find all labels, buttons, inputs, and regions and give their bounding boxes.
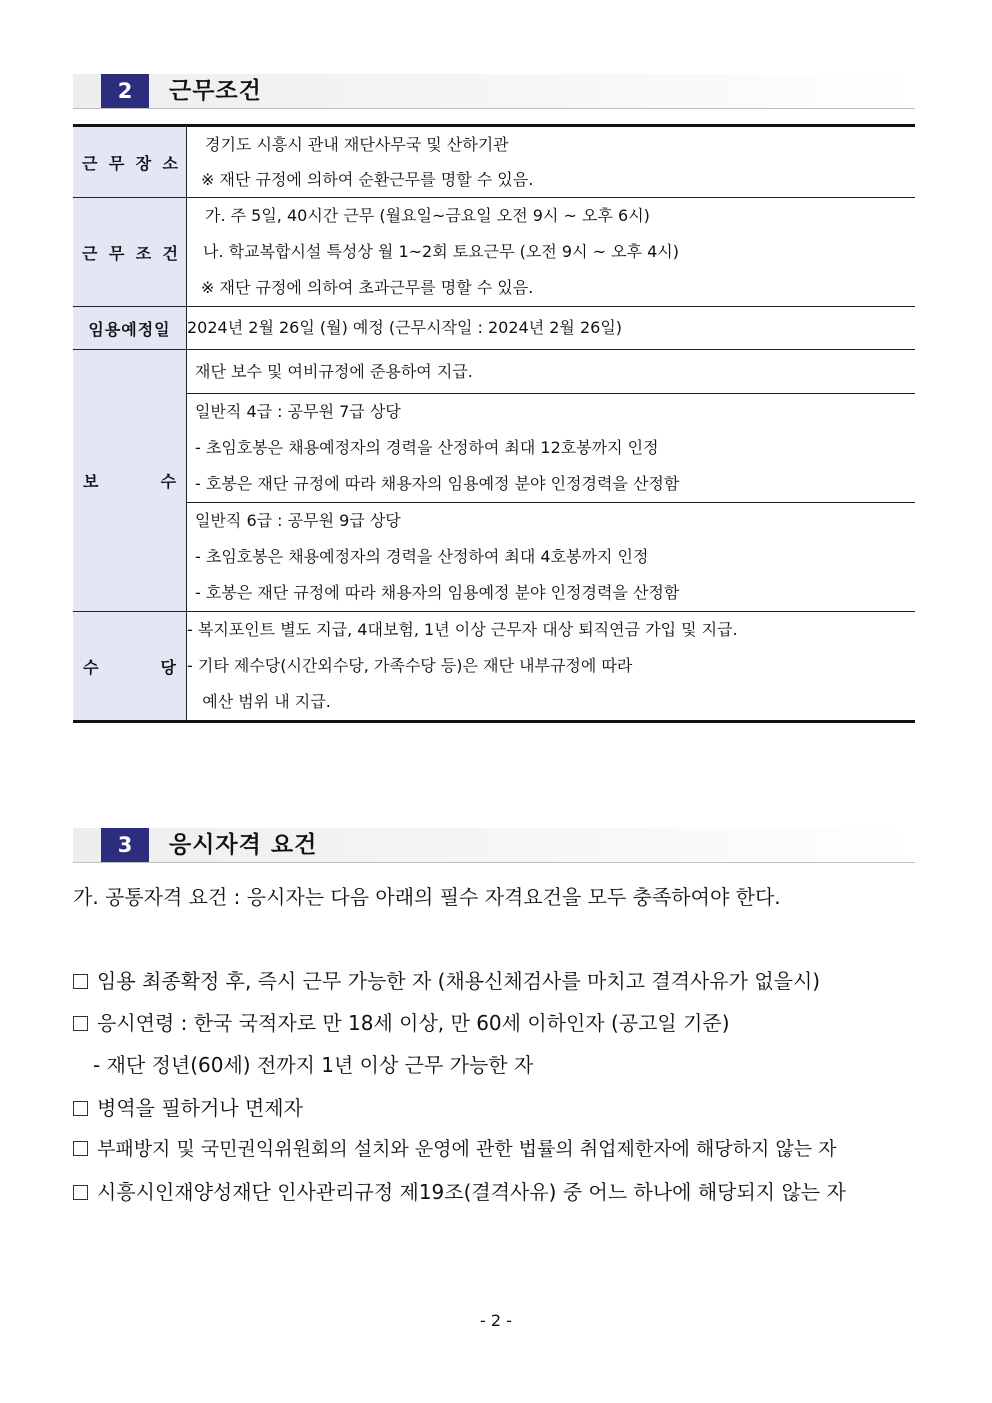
value-work-conditions <box>187 198 916 307</box>
salary-block-grade6: 일반직 6급 : 공무원 9급 상당 - 초임호봉은 채용예정자의 경력을 산정하여 최대 4호봉까지 인정 - 호봉은 재단 규정에 따라 채용자의 임용예정 분야 인정경력을 산정함 <box>195 511 680 602</box>
label-allowance: 수 당 <box>73 612 187 722</box>
label-salary: 보 수 <box>73 350 187 612</box>
section-3-number: 3 <box>101 828 149 862</box>
saturday-work-line: 나. 학교복합시설 특성상 월 1~2회 토요근무 (오전 9시 ~ 오후 4시) <box>203 242 679 261</box>
appointment-date-line: 2024년 2월 26일 (월) 예정 (근무시작일 : 2024년 2월 26일) <box>187 318 623 337</box>
checkbox-icon <box>73 974 88 989</box>
value-allowance <box>187 612 916 722</box>
qualification-item-3: 병역을 필하거나 면제자 <box>73 1092 303 1121</box>
allowance-line-1: - 복지포인트 별도 지급, 4대보험, 1년 이상 근무자 대상 퇴직연금 가입 및 지급. <box>187 620 738 639</box>
table-row-workplace <box>73 126 915 198</box>
label-workplace: 근 무 장 소 <box>73 126 187 198</box>
table-row-work-conditions <box>73 198 915 307</box>
allowance-line-3: 예산 범위 내 지급. <box>187 692 331 711</box>
qualification-intro: 가. 공통자격 요건 : 응시자는 다음 아래의 필수 자격요건을 모두 충족하여야 한다. <box>73 885 781 909</box>
label-work-conditions: 근 무 조 건 <box>73 198 187 307</box>
qualification-item-2-sub: - 재단 정년(60세) 전까지 1년 이상 근무 가능한 자 <box>93 1053 534 1077</box>
work-conditions-table <box>73 124 915 723</box>
table-row-allowance <box>73 612 915 722</box>
salary-block-grade4: 일반직 4급 : 공무원 7급 상당 - 초임호봉은 채용예정자의 경력을 산정하여 최대 12호봉까지 인정 - 호봉은 재단 규정에 따라 채용자의 임용예정 분야 인정경력을 산정함 <box>187 394 915 503</box>
value-salary <box>187 350 916 612</box>
page-number: - 2 - <box>480 1311 512 1330</box>
table-row-appointment-date <box>73 307 915 350</box>
label-appointment-date: 임용예정일 <box>73 307 187 350</box>
allowance-line-2: - 기타 제수당(시간외수당, 가족수당 등)은 재단 내부규정에 따라 <box>187 656 633 675</box>
checkbox-icon <box>73 1016 88 1031</box>
qualification-item-1: 임용 최종확정 후, 즉시 근무 가능한 자 (채용신체검사를 마치고 결격사유가 없을시) <box>73 965 820 994</box>
overtime-note: ※ 재단 규정에 의하여 초과근무를 명할 수 있음. <box>201 278 534 297</box>
value-workplace <box>187 126 916 198</box>
qualification-item-4: 부패방지 및 국민권익위원회의 설치와 운영에 관한 법률의 취업제한자에 해당하지 않는 자 <box>73 1134 837 1161</box>
section-2-number: 2 <box>101 74 149 108</box>
section-2-title: 근무조건 <box>169 78 262 104</box>
value-appointment-date <box>187 307 916 350</box>
section-3-header <box>73 828 915 863</box>
qualification-item-5: 시흥시인재양성재단 인사관리규정 제19조(결격사유) 중 어느 하나에 해당되지 않는 자 <box>73 1176 846 1205</box>
workplace-note: ※ 재단 규정에 의하여 순환근무를 명할 수 있음. <box>201 170 534 189</box>
checkbox-icon <box>73 1101 88 1116</box>
checkbox-icon <box>73 1141 88 1156</box>
checkbox-icon <box>73 1185 88 1200</box>
work-hours-line: 가. 주 5일, 40시간 근무 (월요일~금요일 오전 9시 ~ 오후 6시) <box>205 206 650 225</box>
workplace-line: 경기도 시흥시 관내 재단사무국 및 산하기관 <box>205 135 509 154</box>
section-2-header <box>73 74 915 109</box>
table-row-salary <box>73 350 915 612</box>
qualification-item-2: 응시연령 : 한국 국적자로 만 18세 이상, 만 60세 이하인자 (공고일 기준) <box>73 1007 730 1036</box>
section-3-title: 응시자격 요건 <box>169 832 318 858</box>
salary-block-general: 재단 보수 및 여비규정에 준용하여 지급. <box>187 350 915 394</box>
